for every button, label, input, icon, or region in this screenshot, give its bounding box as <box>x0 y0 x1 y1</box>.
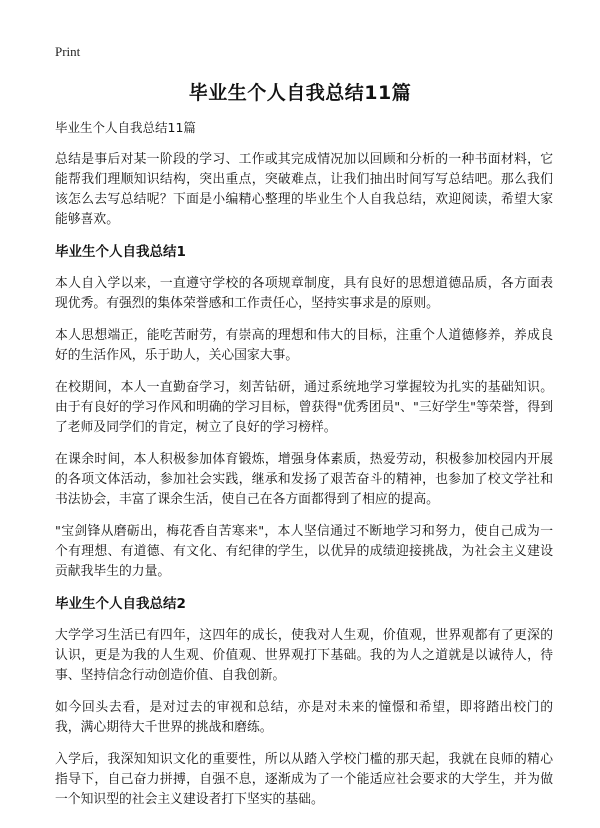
intro-paragraph: 总结是事后对某一阶段的学习、工作或其完成情况加以回顾和分析的一种书面材料，它能帮我们理顺知识结构，突出重点，突破难点，让我们抽出时间写写总结吧。那么我们该怎么去写总结呢？下面是小编精心整理的毕业生个人自我总结，欢迎阅读，希望大家能够喜欢。 <box>55 152 553 227</box>
section-heading: 毕业生个人自我总结2 <box>55 596 186 612</box>
paragraph: 在校期间，本人一直勤奋学习，刻苦钻研，通过系统地学习掌握较为扎实的基础知识。由于有良好的学习作风和明确的学习目标，曾获得"优秀团员"、"三好学生"等荣誉，得到了老师及同学们的肯定，树立了良好的学习榜样。 <box>55 380 553 435</box>
paragraph: 在课余时间，本人积极参加体育锻炼，增强身体素质，热爱劳动，积极参加校园内开展的各项文体活动，参加社会实践，继承和发扬了艰苦奋斗的精神，也参加了校文学社和书法协会，丰富了课余生活，使自己在各方面都得到了相应的提高。 <box>55 452 553 507</box>
paragraph: 本人思想端正，能吃苦耐劳，有崇高的理想和伟大的目标，注重个人道德修养，养成良好的生活作风，乐于助人，关心国家大事。 <box>55 328 553 363</box>
article-subtitle: 毕业生个人自我总结11篇 <box>55 120 196 135</box>
paragraph: 大学学习生活已有四年，这四年的成长，使我对人生观，价值观，世界观都有了更深的认识，更是为我的人生观、价值观、世界观打下基础。我的为人之道就是以诚待人，待事、坚持信念行动创造价值、自我创新。 <box>55 628 553 683</box>
paragraph: 如今回头去看，是对过去的审视和总结，亦是对未来的憧憬和希望，即将踏出校门的我，满心期待大千世界的挑战和磨练。 <box>55 700 553 735</box>
article-body <box>55 118 553 822</box>
page-title: 毕业生个人自我总结11篇 <box>188 82 412 104</box>
paragraph: "宝剑锋从磨砺出，梅花香自苦寒来"，本人坚信通过不断地学习和努力，使自己成为一个有理想、有道德、有文化、有纪律的学生，以优异的成绩迎接挑战，为社会主义建设贡献我毕生的力量。 <box>55 524 553 579</box>
print-link[interactable]: Print <box>55 44 81 59</box>
paragraph: 本人自入学以来，一直遵守学校的各项规章制度，具有良好的思想道德品质，各方面表现优秀。有强烈的集体荣誉感和工作责任心，坚持实事求是的原则。 <box>55 276 553 311</box>
paragraph: 入学后，我深知知识文化的重要性，所以从踏入学校门槛的那天起，我就在良师的精心指导下，自己奋力拼搏，自强不息，逐渐成为了一个能适应社会要求的大学生，并为做一个知识型的社会主义建设者打下坚实的基础。 <box>55 752 553 807</box>
section-heading: 毕业生个人自我总结1 <box>55 244 186 260</box>
